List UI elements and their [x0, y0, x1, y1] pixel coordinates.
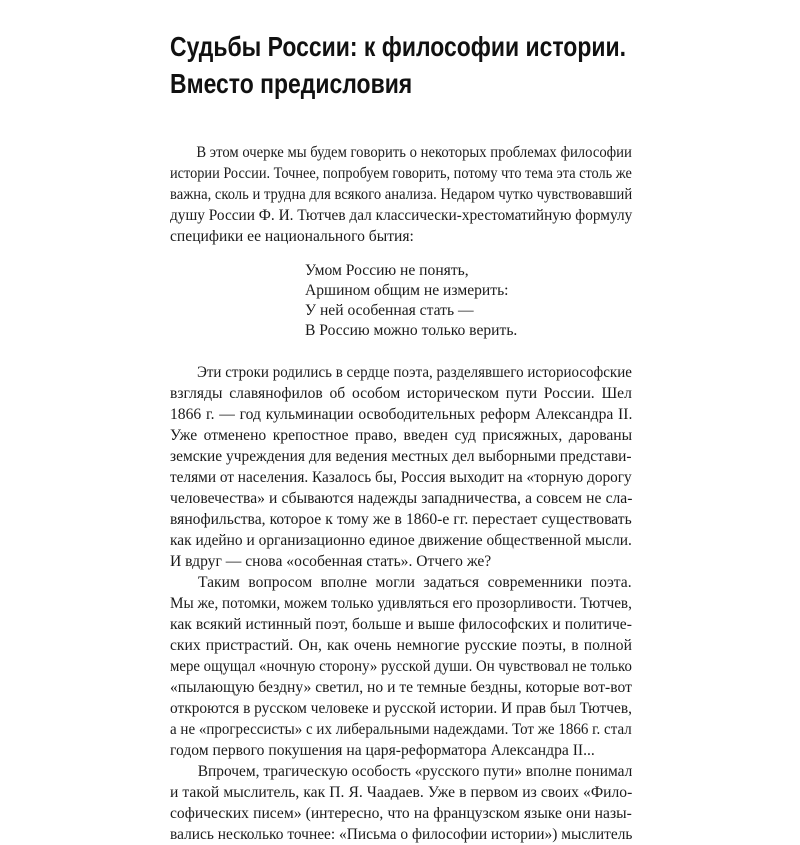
- paragraph-1: [170, 142, 632, 247]
- text-line: а не «прогрессисты» с их либеральными надеждами. Тот же 1866 г. стал: [170, 721, 632, 738]
- chapter-title: [170, 28, 646, 102]
- text-line: важна, сколь и трудна для всякого анализа. Недаром чутко чувствовавший: [170, 186, 633, 203]
- text-line: И вдруг — снова «особенная стать». Отчего же?: [170, 553, 492, 570]
- text-line: В этом очерке мы будем говорить о некоторых проблемах философии: [196, 144, 632, 161]
- text-line: и такой мыслитель, как П. Я. Чаадаев. Уже в первом из своих «Фило-: [170, 784, 633, 801]
- text-line: Уже отменено крепостное право, введен суд присяжных, дарованы: [170, 427, 633, 444]
- text-line: софических писем» (интересно, что на французском языке они назы-: [170, 805, 632, 822]
- text-line: откроются в русском человеке и русской истории. И прав был Тютчев,: [170, 700, 632, 717]
- body-text: [170, 142, 632, 845]
- paragraph-2: [170, 362, 632, 572]
- poem-quote: [305, 261, 632, 341]
- text-line: телями от населения. Казалось бы, Россия выходит на «торную дорогу: [170, 469, 632, 486]
- text-line: специфики ее национального бытия:: [170, 228, 414, 245]
- text-line: вянофильства, которое к тому же в 1860-е гг. перестает существовать: [170, 511, 632, 528]
- text-line: вались несколько точнее: «Письма о философии истории») мыслитель: [170, 826, 633, 843]
- text-line: земские учреждения для ведения местных дел выборными представи-: [170, 448, 632, 465]
- text-line: взгляды славянофилов об особом историческом пути России. Шел: [170, 385, 632, 402]
- paragraph-4: [170, 761, 632, 845]
- chapter-title-line: Вместо предисловия: [170, 68, 413, 99]
- text-line: истории России. Точнее, попробуем говорить, потому что тема эта столь же: [170, 165, 632, 182]
- text-line: Таким вопросом вполне могли задаться современники поэта.: [198, 574, 632, 591]
- poem-line: В Россию можно только верить.: [305, 322, 518, 339]
- text-line: годом первого покушения на царя-реформатора Александра II...: [170, 742, 595, 759]
- text-line: как всякий истинный поэт, больше и выше философских и политиче-: [170, 616, 632, 633]
- text-line: «пылающую бездну» светил, но и те темные бездны, которые вот-вот: [170, 679, 632, 696]
- poem-line: Умом Россию не понять,: [305, 262, 469, 279]
- text-line: 1866 г. — год кульминации освободительных реформ Александра II.: [170, 406, 633, 423]
- text-line: Мы же, потомки, можем только удивляться его прозорливости. Тютчев,: [170, 595, 632, 612]
- text-line: как идейно и организационно единое движение общественной мысли.: [170, 532, 632, 549]
- chapter-title-line: Судьбы России: к философии истории.: [170, 31, 626, 62]
- text-line: Впрочем, трагическую особость «русского пути» вполне понимал: [197, 763, 633, 780]
- text-line: душу России Ф. И. Тютчев дал классически-хрестоматийную формулу: [170, 207, 633, 224]
- paragraph-3: [170, 572, 632, 761]
- text-line: Эти строки родились в сердце поэта, разделявшего историософские: [196, 364, 632, 381]
- text-line: мере ощущал «ночную сторону» русской души. Он чувствовал не только: [170, 658, 632, 675]
- text-line: ских пристрастий. Он, как очень немногие русские поэты, в полной: [170, 637, 632, 654]
- text-line: человечества» и сбываются надежды западничества, а совсем не сла-: [170, 490, 633, 507]
- poem-line: У ней особенная стать —: [305, 302, 474, 319]
- poem-line: Аршином общим не измерить:: [305, 282, 509, 299]
